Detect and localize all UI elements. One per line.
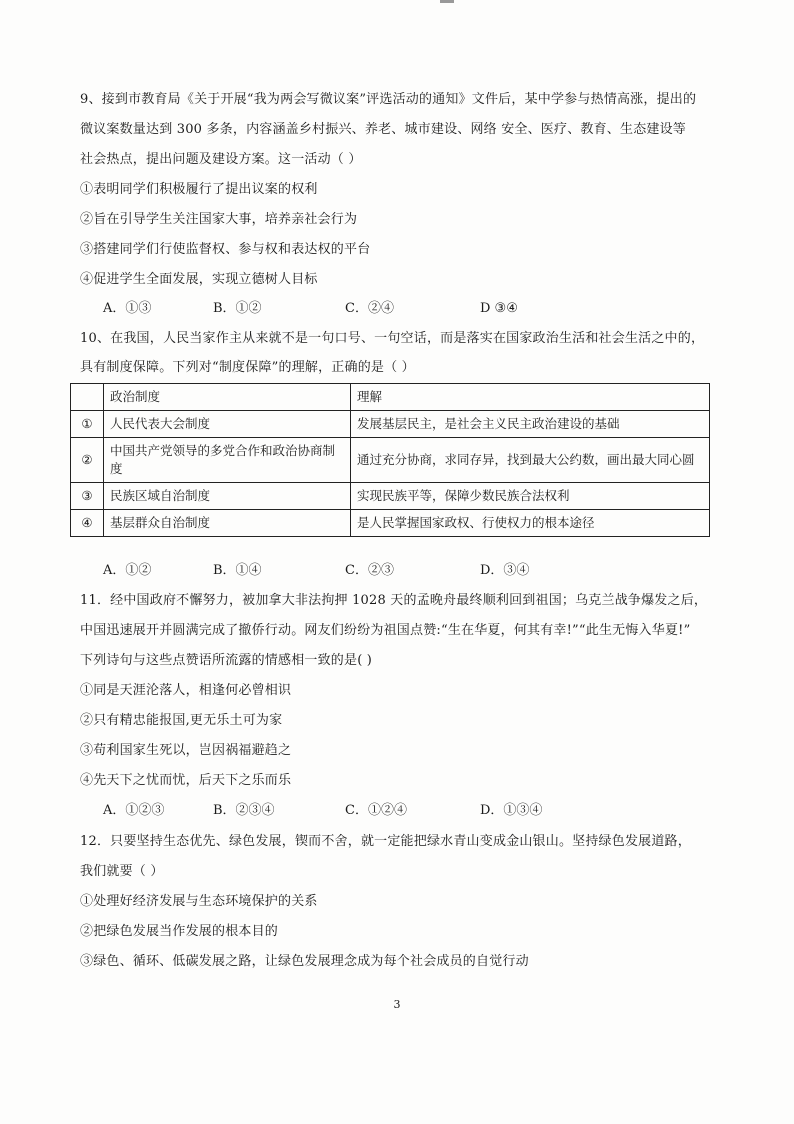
q11-item-4: ④先天下之忧而忧，后天下之乐而乐 — [80, 773, 292, 788]
q10-option-a[interactable]: A．①② — [103, 563, 152, 578]
table-cell-understanding: 实现民族平等，保障少数民族合法权利 — [351, 483, 710, 510]
q12-item-2: ②把绿色发展当作发展的根本目的 — [80, 924, 279, 939]
q12-item-3: ③绿色、循环、低碳发展之路，让绿色发展理念成为每个社会成员的自觉行动 — [80, 954, 529, 969]
q12-stem-line-2: 我们就要（ ） — [80, 864, 164, 879]
q10-option-d[interactable]: D．③④ — [480, 563, 530, 578]
q10-option-c[interactable]: C．②③ — [345, 563, 394, 578]
table-cell-num: ① — [71, 411, 104, 438]
table-cell-num: ③ — [71, 483, 104, 510]
q11-item-1: ①同是天涯沦落人，相逢何必曾相识 — [80, 683, 292, 698]
table-cell-system: 人民代表大会制度 — [104, 411, 351, 438]
q10-stem-line-1: 10、在我国，人民当家作主从来就不是一句口号、一句空话，而是落实在国家政治生活和社会生活之中的， — [80, 331, 705, 346]
q11-option-d[interactable]: D．①③④ — [480, 803, 543, 818]
q9-option-b[interactable]: B．①② — [213, 301, 262, 316]
q11-option-c[interactable]: C．①②④ — [345, 803, 407, 818]
q10-option-b[interactable]: B．①④ — [213, 563, 262, 578]
page-number: 3 — [393, 998, 401, 1011]
table-header-understanding: 理解 — [351, 384, 710, 411]
q10-stem-line-2: 具有制度保障。下列对“制度保障”的理解，正确的是（ ） — [80, 360, 415, 375]
q9-stem-line-1: 9、接到市教育局《关于开展“我为两会写微议案”评选活动的通知》文件后，某中学参与热情高涨，提出的 — [80, 92, 697, 107]
q12-stem-line-1: 12．只要坚持生态优先、绿色发展，锲而不舍，就一定能把绿水青山变成金山银山。坚持绿色发展道路， — [80, 834, 691, 849]
q9-item-2: ②旨在引导学生关注国家大事，培养亲社会行为 — [80, 212, 358, 227]
q11-item-3: ③苟利国家生死以，岂因祸福避趋之 — [80, 743, 292, 758]
policy-table — [70, 383, 710, 537]
q9-option-a[interactable]: A．①③ — [103, 301, 152, 316]
q9-item-3: ③搭建同学们行使监督权、参与权和表达权的平台 — [80, 242, 371, 257]
table-header-row — [71, 384, 710, 411]
q11-stem-line-3: 下列诗句与这些点赞语所流露的情感相一致的是( ) — [80, 653, 373, 668]
q11-option-b[interactable]: B．②③④ — [213, 803, 275, 818]
q11-stem-line-1: 11．经中国政府不懈努力，被加拿大非法拘押 1028 天的孟晚舟最终顺利回到祖国；乌克兰战争爆发之后， — [80, 593, 708, 608]
q9-stem-line-2: 微议案数量达到 300 多条，内容涵盖乡村振兴、养老、城市建设、网络 安全、医疗、教育、生态建设等 — [80, 122, 687, 137]
table-cell-understanding: 通过充分协商，求同存异，找到最大公约数，画出最大同心圆 — [351, 438, 710, 483]
table-cell-system: 基层群众自治制度 — [104, 510, 351, 537]
table-cell-system: 中国共产党领导的多党合作和政治协商制度 — [104, 438, 351, 483]
table-cell-understanding: 发展基层民主，是社会主义民主政治建设的基础 — [351, 411, 710, 438]
table-header-num — [71, 384, 104, 411]
q9-option-d[interactable]: D ③④ — [480, 301, 518, 316]
table-header-system: 政治制度 — [104, 384, 351, 411]
table-row — [71, 483, 710, 510]
table-cell-understanding: 是人民掌握国家政权、行使权力的根本途径 — [351, 510, 710, 537]
q11-item-2: ②只有精忠能报国,更无乐土可为家 — [80, 713, 283, 728]
q11-stem-line-2: 中国迅速展开并圆满完成了撤侨行动。网友们纷纷为祖国点赞:“生在华夏，何其有幸!”“此生无悔入华夏!” — [80, 623, 691, 638]
table-cell-num: ② — [71, 438, 104, 483]
q9-option-c[interactable]: C．②④ — [345, 301, 394, 316]
table-cell-num: ④ — [71, 510, 104, 537]
q9-item-1: ①表明同学们积极履行了提出议案的权利 — [80, 182, 318, 197]
q11-option-a[interactable]: A．①②③ — [103, 803, 165, 818]
scan-mark — [440, 0, 454, 3]
q9-item-4: ④促进学生全面发展，实现立德树人目标 — [80, 272, 318, 287]
table-row — [71, 510, 710, 537]
table-row — [71, 411, 710, 438]
q12-item-1: ①处理好经济发展与生态环境保护的关系 — [80, 894, 318, 909]
table-cell-system: 民族区域自治制度 — [104, 483, 351, 510]
table-row — [71, 438, 710, 483]
q9-stem-line-3: 社会热点，提出问题及建设方案。这一活动（ ） — [80, 152, 362, 167]
